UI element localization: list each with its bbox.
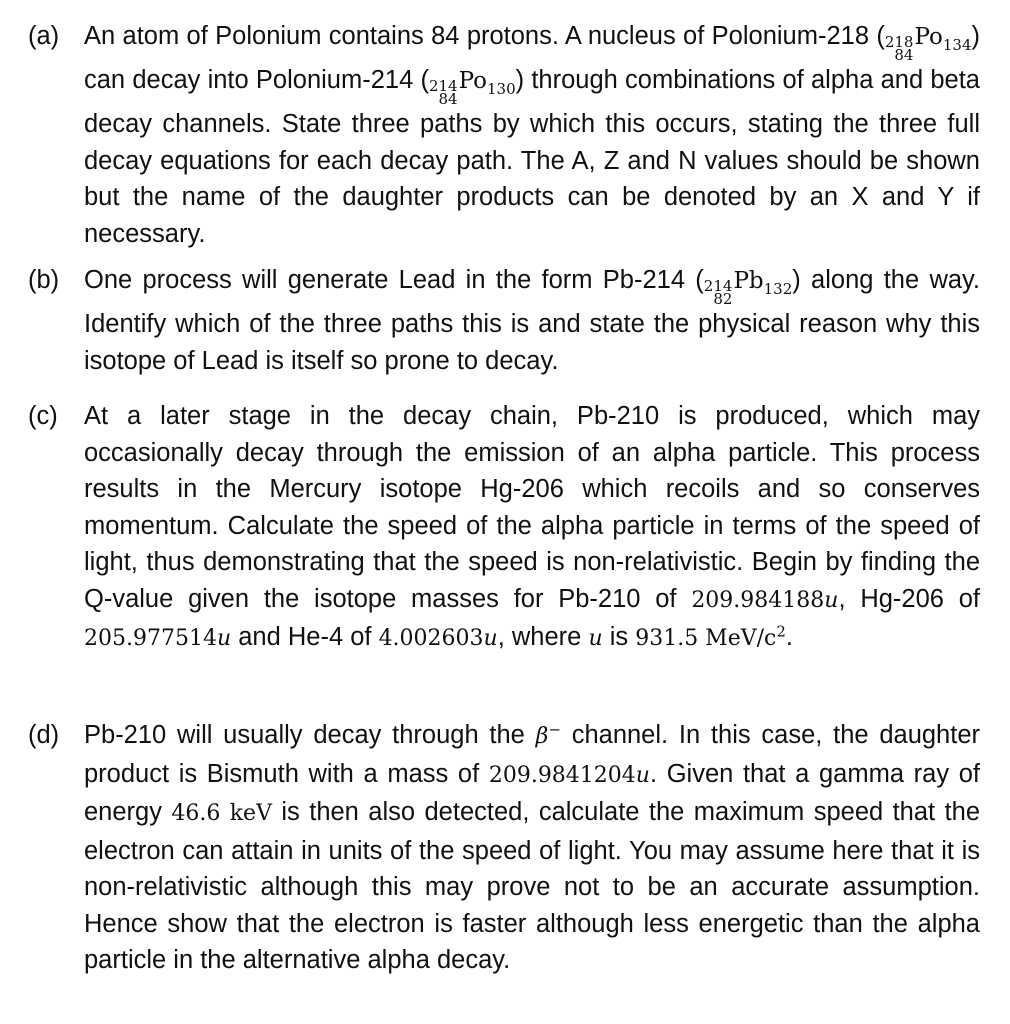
question-b-text (84, 262, 980, 379)
question-a-label: (a) (28, 22, 60, 50)
he4-mass (379, 626, 498, 651)
beta-letter: β (535, 724, 549, 749)
question-d-text-3: . Given that a gamma ray of energy (84, 759, 980, 826)
question-d (28, 717, 980, 979)
beta-minus-symbol (535, 720, 561, 749)
question-c-label: (c) (28, 402, 58, 430)
question-c-text (84, 398, 980, 658)
element-symbol: Pb (733, 268, 764, 294)
beta-charge: − (548, 720, 561, 739)
hg206-mass (84, 626, 231, 651)
atomic-number: 84 (894, 46, 914, 64)
question-c-text-5: is (602, 623, 636, 651)
question-a-text (84, 18, 980, 252)
question-d-label: (d) (28, 721, 60, 749)
question-d-text-2: channel. In this case, the daughter product is Bismuth with a mass of (84, 721, 980, 788)
exponent: 2 (776, 622, 786, 641)
question-a (28, 18, 980, 252)
atomic-number: 82 (713, 290, 733, 308)
question-a-text-3: ) through combinations of alpha and beta decay channels. State three paths by which this occurs, stating the three full decay equations for each decay path. The A, Z and N values should be shown but the name of the daughter products can be denoted by an X and Y if necessary. (84, 66, 980, 248)
question-c (28, 398, 980, 658)
unit-conversion-value: 931.5 MeV/c (635, 626, 777, 651)
question-c-text-3: and He-4 of (231, 623, 379, 651)
question-a-text-1: An atom of Polonium contains 84 protons. A nucleus of Polonium-218 ( (84, 22, 885, 50)
mass-number: 218 (884, 33, 914, 51)
question-d-text-1: Pb-210 will usually decay through the (84, 721, 536, 749)
element-symbol: Po (914, 24, 943, 50)
polonium-214-notation (429, 70, 516, 106)
polonium-218-notation (885, 26, 972, 62)
question-b (28, 262, 980, 379)
unit-conversion (635, 622, 786, 651)
question-d-text-4: is then also detected, calculate the maximum speed that the electron can attain in units of the speed of light. You may assume here that it is non-relativistic although this may prove not to be an accurate assumption. Hence show that the electron is faster although less energetic than the alpha particle in the alternative alpha decay. (84, 798, 981, 974)
question-c-text-6: . (785, 623, 793, 651)
question-d-text (84, 717, 980, 979)
hg206-mass-value: 205.977514 (84, 626, 217, 651)
gamma-energy: 46.6 keV (171, 801, 272, 826)
unit-symbol: u (588, 626, 603, 651)
question-c-text-2: , Hg-206 of (838, 584, 981, 613)
mass-unit: u (635, 762, 650, 788)
mass-unit: u (483, 626, 498, 651)
question-c-text-4: , where (497, 623, 589, 651)
mass-unit: u (824, 587, 839, 613)
lead-214-notation (704, 270, 792, 306)
bismuth-mass-value: 209.9841204 (488, 762, 636, 788)
pb210-mass (691, 588, 838, 613)
mass-number: 214 (428, 77, 458, 95)
question-b-text-1: One process will generate Lead in the form Pb-214 ( (84, 266, 704, 294)
pb210-mass-value: 209.984188 (691, 587, 825, 613)
mass-unit: u (216, 626, 232, 651)
neutron-number: 134 (942, 36, 972, 54)
mass-number: 214 (703, 277, 733, 295)
question-c-text-1: At a later stage in the decay chain, Pb-210 is produced, which may occasionally decay through the emission of an alpha particle. This process results in the Mercury isotope Hg-206 which recoils and so conserves momentum. Calculate the speed of the alpha particle in terms of the speed of light, thus demonstrating that the speed is non-relativistic. Begin by finding the Q-value given the isotope masses for Pb-210 of (84, 402, 980, 613)
bismuth-mass (489, 763, 650, 788)
atomic-number: 84 (438, 90, 458, 108)
neutron-number: 132 (763, 280, 793, 298)
question-a-text-2: ) can decay into Polonium-214 ( (84, 22, 980, 94)
neutron-number: 130 (487, 80, 516, 98)
question-b-text-2: ) along the way. Identify which of the three paths this is and state the physical reason why this isotope of Lead is itself so prone to decay. (84, 266, 980, 375)
he4-mass-value: 4.002603 (378, 626, 484, 651)
element-symbol: Po (458, 68, 487, 94)
question-b-label: (b) (28, 266, 60, 294)
